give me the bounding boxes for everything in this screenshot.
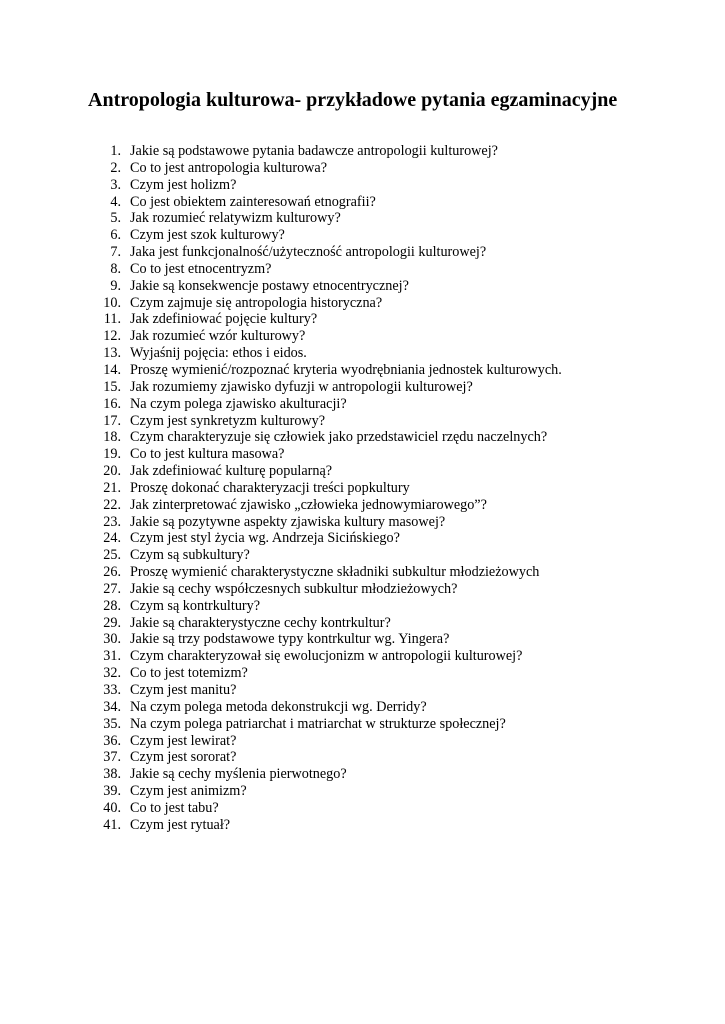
question-item (96, 631, 562, 648)
question-item (96, 278, 562, 295)
question-number: 26. (103, 564, 121, 581)
question-text: Jakie są trzy podstawowe typy kontrkultur wg. Yingera? (130, 631, 450, 648)
question-number: 41. (103, 816, 121, 833)
question-number: 19. (103, 446, 121, 463)
question-text: Jaka jest funkcjonalność/użyteczność antropologii kulturowej? (130, 244, 487, 261)
question-number: 17. (103, 412, 121, 429)
question-item (96, 295, 562, 312)
question-text: Jakie są podstawowe pytania badawcze antropologii kulturowej? (130, 143, 498, 159)
question-number: 33. (103, 682, 121, 698)
question-number: 10. (103, 294, 121, 311)
question-list (96, 143, 562, 834)
question-text: Czym charakteryzował się ewolucjonizm w antropologii kulturowej? (130, 648, 523, 665)
question-number: 20. (103, 463, 121, 480)
question-item (96, 800, 562, 817)
question-item (96, 261, 562, 278)
question-text: Czym są kontrkultury? (130, 597, 261, 614)
question-number: 12. (103, 328, 121, 345)
question-text: Czym jest animizm? (130, 783, 247, 800)
question-number: 32. (103, 665, 121, 682)
question-item (96, 615, 562, 632)
question-text: Jak zdefiniować kulturę popularną? (130, 463, 333, 480)
question-item (96, 345, 562, 362)
question-text: Jak zdefiniować pojęcie kultury? (130, 311, 318, 328)
question-text: Co to jest totemizm? (130, 665, 248, 682)
question-item (96, 413, 562, 430)
question-text: Co to jest tabu? (130, 799, 219, 816)
question-number: 11. (103, 311, 121, 328)
question-number: 8. (110, 260, 121, 277)
document-title: Antropologia kulturowa- przykładowe pytania egzaminacyjne (88, 89, 618, 111)
question-item (96, 497, 562, 514)
question-item (96, 598, 562, 615)
question-item (96, 581, 562, 598)
question-item (96, 463, 562, 480)
question-text: Jakie są pozytywne aspekty zjawiska kultury masowej? (130, 513, 446, 530)
question-number: 14. (103, 361, 121, 378)
question-item (96, 227, 562, 244)
question-item (96, 396, 562, 413)
question-number: 13. (103, 345, 121, 362)
question-number: 36. (103, 732, 121, 749)
question-number: 16. (103, 395, 121, 412)
question-item (96, 716, 562, 733)
question-item (96, 648, 562, 665)
question-text: Czym są subkultury? (130, 547, 250, 564)
question-text: Proszę dokonać charakteryzacji treści popkultury (130, 479, 410, 496)
question-text: Czym jest manitu? (130, 682, 237, 698)
question-number: 6. (110, 227, 121, 244)
question-text: Czym jest holizm? (130, 176, 237, 193)
question-number: 35. (103, 715, 121, 732)
question-item (96, 699, 562, 716)
question-item (96, 362, 562, 379)
question-item (96, 328, 562, 345)
question-number: 5. (110, 210, 121, 227)
question-text: Co to jest etnocentryzm? (130, 260, 272, 277)
question-item (96, 244, 562, 261)
question-text: Co to jest antropologia kulturowa? (130, 159, 328, 176)
question-item (96, 530, 562, 547)
question-number: 37. (103, 749, 121, 766)
question-number: 34. (103, 698, 121, 715)
question-item (96, 143, 562, 160)
question-item (96, 514, 562, 531)
question-item (96, 311, 562, 328)
question-text: Proszę wymienić/rozpoznać kryteria wyodrębniania jednostek kulturowych. (130, 361, 562, 378)
question-item (96, 749, 562, 766)
question-text: Czym jest styl życia wg. Andrzeja Sicińskiego? (130, 530, 400, 547)
question-text: Jakie są konsekwencje postawy etnocentrycznej? (130, 277, 409, 294)
question-item (96, 194, 562, 211)
question-text: Czym jest sororat? (130, 749, 237, 766)
question-number: 27. (103, 580, 121, 597)
question-number: 28. (103, 597, 121, 614)
question-text: Jakie są cechy współczesnych subkultur młodzieżowych? (130, 580, 458, 597)
question-number: 7. (110, 244, 121, 261)
question-text: Jak rozumieć wzór kulturowy? (130, 328, 306, 345)
question-item (96, 766, 562, 783)
question-number: 3. (110, 176, 121, 193)
question-item (96, 547, 562, 564)
question-item (96, 446, 562, 463)
question-text: Jak rozumieć relatywizm kulturowy? (130, 210, 341, 227)
question-number: 9. (110, 277, 121, 294)
question-text: Jak rozumiemy zjawisko dyfuzji w antropologii kulturowej? (130, 378, 473, 395)
question-text: Czym jest rytuał? (130, 816, 231, 833)
question-item (96, 210, 562, 227)
question-number: 30. (103, 631, 121, 648)
question-number: 38. (103, 766, 121, 783)
question-text: Na czym polega metoda dekonstrukcji wg. Derridy? (130, 698, 427, 715)
question-text: Co to jest kultura masowa? (130, 446, 285, 463)
question-text: Wyjaśnij pojęcia: ethos i eidos. (130, 345, 307, 362)
question-item (96, 564, 562, 581)
question-item (96, 665, 562, 682)
question-text: Czym jest synkretyzm kulturowy? (130, 412, 326, 429)
question-item (96, 160, 562, 177)
question-number: 2. (110, 159, 121, 176)
question-item (96, 682, 562, 699)
question-number: 15. (103, 378, 121, 395)
question-number: 18. (103, 429, 121, 446)
question-item (96, 817, 562, 834)
question-number: 23. (103, 513, 121, 530)
question-item (96, 379, 562, 396)
question-number: 29. (103, 614, 121, 631)
question-text: Jakie są cechy myślenia pierwotnego? (130, 766, 347, 783)
question-item (96, 429, 562, 446)
question-number: 39. (103, 783, 121, 800)
question-number: 40. (103, 799, 121, 816)
question-number: 21. (103, 479, 121, 496)
question-text: Na czym polega zjawisko akulturacji? (130, 395, 347, 412)
question-item (96, 177, 562, 194)
question-text: Jakie są charakterystyczne cechy kontrkultur? (130, 614, 391, 631)
question-number: 4. (110, 193, 121, 210)
question-text: Na czym polega patriarchat i matriarchat w strukturze społecznej? (130, 715, 506, 732)
question-number: 24. (103, 530, 121, 547)
question-item (96, 480, 562, 497)
question-number: 31. (103, 648, 121, 665)
question-number: 1. (110, 143, 121, 159)
question-text: Czym zajmuje się antropologia historyczna? (130, 294, 383, 311)
question-text: Proszę wymienić charakterystyczne składniki subkultur młodzieżowych (130, 564, 540, 581)
question-text: Czym jest szok kulturowy? (130, 227, 285, 244)
question-number: 22. (103, 496, 121, 513)
question-text: Czym charakteryzuje się człowiek jako przedstawiciel rzędu naczelnych? (130, 429, 548, 446)
question-text: Jak zinterpretować zjawisko „człowieka jednowymiarowego”? (130, 496, 487, 513)
question-text: Czym jest lewirat? (130, 732, 237, 749)
question-text: Co jest obiektem zainteresowań etnografii? (130, 193, 376, 210)
question-item (96, 733, 562, 750)
question-item (96, 783, 562, 800)
question-number: 25. (103, 547, 121, 564)
